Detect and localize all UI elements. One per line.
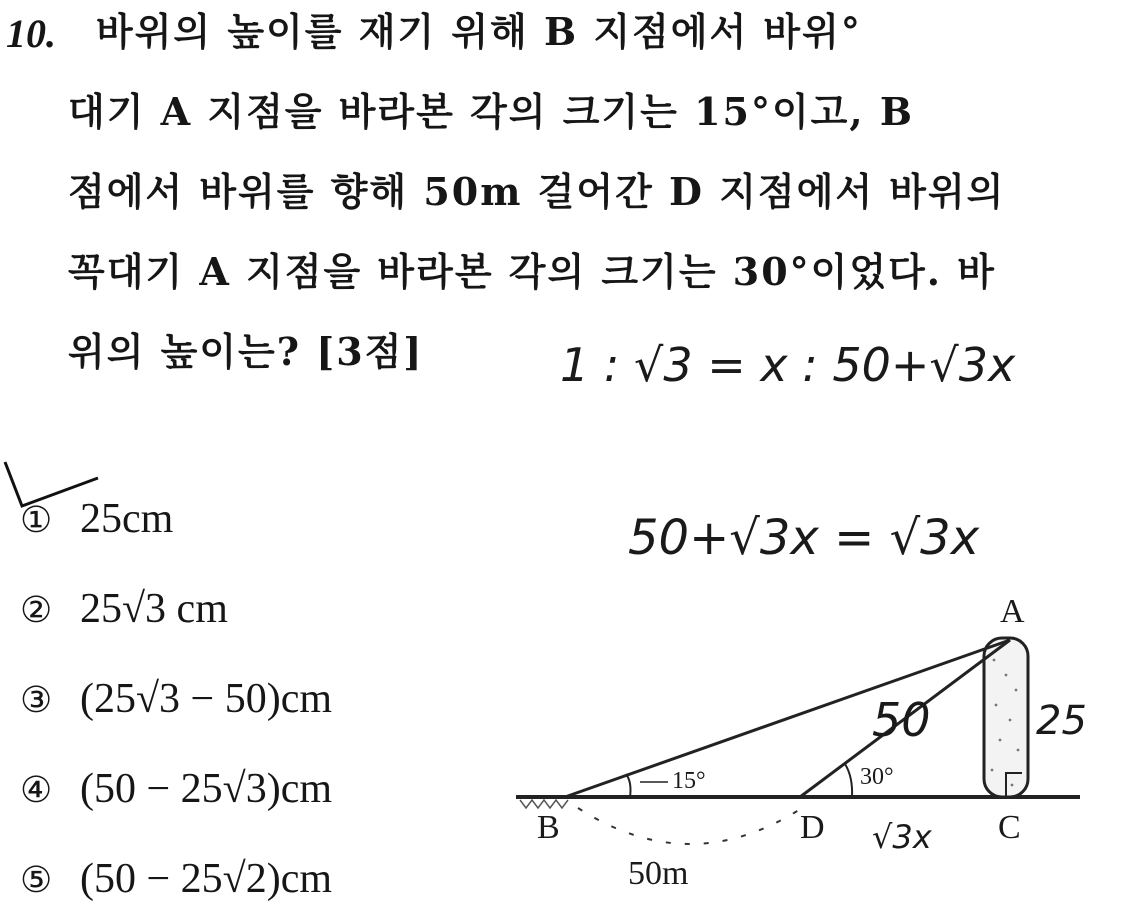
- choice-3-text: (25√3 − 50)cm: [80, 676, 333, 722]
- question-number: 10.: [6, 11, 56, 56]
- checkmark-icon: [5, 462, 98, 506]
- question-line-5: 위의 높이는? [3점]: [68, 329, 424, 374]
- handwritten-side-dc: √3x: [872, 818, 932, 856]
- choice-1-text: 25cm: [80, 496, 174, 542]
- choice-3-mark: ③: [20, 680, 53, 721]
- choice-4-text: (50 − 25√3)cm: [80, 766, 333, 812]
- label-angle-b: 15°: [672, 768, 706, 794]
- choice-1-mark: ①: [20, 500, 53, 541]
- label-angle-d: 30°: [860, 764, 894, 790]
- choice-2-text: 25√3 cm: [80, 586, 228, 632]
- label-point-d: D: [800, 809, 825, 846]
- angle-arc-d: [845, 764, 852, 797]
- handwritten-side-ad: 50: [872, 693, 931, 747]
- label-point-c: C: [998, 809, 1021, 846]
- label-distance-bd: 50m: [628, 855, 689, 892]
- choice-5-text: (50 − 25√2)cm: [80, 856, 333, 902]
- question-line-4: 꼭대기 A 지점을 바라본 각의 크기는 30°이었다. 바: [68, 249, 996, 294]
- angle-arc-b: [626, 774, 631, 797]
- handwritten-side-ac: 25: [1036, 698, 1087, 744]
- ground-hatching: [520, 800, 568, 808]
- choice-2-mark: ②: [20, 590, 53, 631]
- label-point-b: B: [537, 809, 560, 846]
- question-line-2: 대기 A 지점을 바라본 각의 크기는 15°이고, B: [68, 89, 914, 134]
- question-line-1: 바위의 높이를 재기 위해 B 지점에서 바위°: [96, 9, 862, 54]
- choice-5-mark: ⑤: [20, 860, 53, 901]
- distance-arc: [578, 808, 802, 844]
- choice-4-mark: ④: [20, 770, 53, 811]
- handwritten-equation: 50+√3x = √3x: [628, 510, 980, 566]
- question-line-3: 점에서 바위를 향해 50m 걸어간 D 지점에서 바위의: [68, 169, 1006, 214]
- handwritten-ratio: 1 : √3 = x : 50+√3x: [560, 338, 1016, 392]
- label-point-a: A: [1000, 593, 1025, 630]
- sight-line-ba: [565, 640, 1010, 797]
